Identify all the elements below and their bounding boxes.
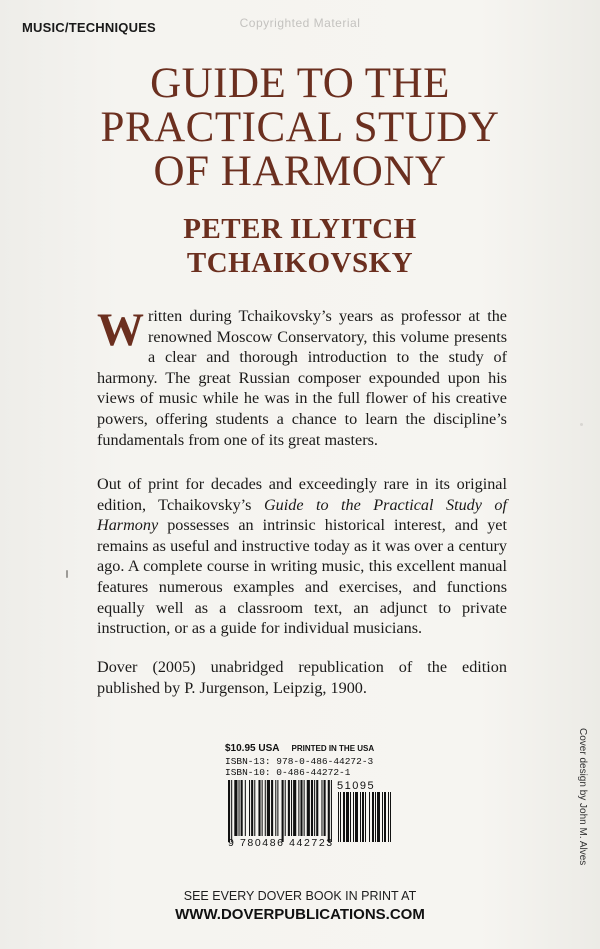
barcode-bar [285, 780, 286, 836]
barcode-bar [311, 780, 313, 836]
book-title [0, 62, 600, 194]
barcode-addon-digits: 51095 [337, 780, 376, 792]
description-paragraph-1 [97, 306, 507, 450]
barcode-bar [267, 780, 270, 836]
barcode-bar [241, 780, 243, 836]
barcode-bar [258, 780, 260, 836]
title-line-1: GUIDE TO THE [150, 60, 450, 107]
barcode-bar [293, 780, 296, 836]
barcode-addon-bar [377, 792, 380, 842]
barcode-bar [275, 780, 276, 836]
author-name [0, 212, 600, 280]
title-line-3: OF HARMONY [153, 148, 447, 195]
barcode-bar [277, 780, 278, 836]
barcode-bar [228, 780, 230, 842]
barcode-addon-bar [340, 792, 341, 842]
barcode-addon-bar [346, 792, 349, 842]
barcode-addon-bar [343, 792, 345, 842]
barcode-digits: 9 780486 442723 [228, 837, 334, 849]
barcode-bar [291, 780, 292, 836]
paper-mark [66, 570, 68, 578]
footer-website: WWW.DOVERPUBLICATIONS.COM [175, 906, 425, 923]
barcode-addon-bar [388, 792, 389, 842]
barcode-bar [331, 780, 332, 842]
description-paragraph-2 [97, 474, 507, 639]
barcode-bar [239, 780, 240, 836]
barcode-bar [316, 780, 318, 836]
price: $10.95 USA [225, 743, 280, 754]
barcode-addon-bar [353, 792, 354, 842]
barcode-bar [265, 780, 266, 836]
publication-note: Dover (2005) unabridged republication of the edition published by P. Jurgenson, Leipzig, 1900. [97, 658, 507, 697]
barcode-bar [251, 780, 253, 836]
footer-line-1: SEE EVERY DOVER BOOK IN PRINT AT [183, 889, 417, 903]
printed-in-label: PRINTED IN THE USA [291, 744, 375, 753]
barcode-bar [249, 780, 250, 836]
isbn-10: ISBN-10: 0-486-44272-1 [225, 767, 351, 778]
book-title-italic: Guide to the Practical Study of Harmony [97, 495, 507, 535]
barcode-bar [298, 780, 299, 836]
barcode-bar [328, 780, 330, 842]
paper-speck [580, 423, 583, 426]
barcode-addon-bar [362, 792, 364, 842]
barcode-bar [300, 780, 302, 836]
barcode-bar [324, 780, 326, 836]
barcode-addon-bar [360, 792, 361, 842]
barcode-addon-bar [365, 792, 366, 842]
drop-cap: W [97, 304, 144, 356]
paragraph-1-text: ritten during Tchaikovsky’s years as professor at the renowned Moscow Conservatory, this volume presents a clear and thorough introduction to the study of harmony. The great Russian composer expounded upon his views of music while he was in the full flower of his creative powers, offering students a chance to learn the discipline’s fundamentals from one of its great masters. [97, 307, 507, 449]
barcode-addon-bar [338, 792, 339, 842]
barcode-bar [234, 780, 237, 836]
category-label: MUSIC/TECHNIQUES [22, 20, 156, 35]
author-line-2: TCHAIKOVSKY [186, 247, 414, 279]
barcode-addon-bar [375, 792, 376, 842]
barcode-bar [304, 780, 305, 836]
barcode-addon-bar [350, 792, 351, 842]
paragraph-2-text-a: Out of print for decades and exceedingly rare in its original edition, Tchaikovsky’s [97, 475, 507, 514]
watermark: Copyrighted Material [239, 16, 361, 30]
price-row [225, 738, 400, 756]
barcode-bar [271, 780, 273, 836]
barcode-addon-bar [369, 792, 370, 842]
barcode-bar [282, 780, 284, 842]
barcode-addon-bar [384, 792, 386, 842]
barcode-bar [307, 780, 310, 836]
barcode-bar [262, 780, 263, 836]
barcode-bar [314, 780, 315, 836]
author-line-1: PETER ILYITCH [183, 213, 417, 245]
barcode-bar [245, 780, 246, 836]
barcode-addon-bar [390, 792, 391, 842]
barcode-bar [254, 780, 255, 836]
barcode-addon-bar [372, 792, 374, 842]
isbn-13: ISBN-13: 978-0-486-44272-3 [225, 756, 374, 767]
barcode-addon-bar [355, 792, 358, 842]
title-line-2: PRACTICAL STUDY [100, 104, 500, 151]
barcode-bar [231, 780, 232, 842]
barcode-bar [288, 780, 290, 836]
cover-credit: Cover design by John M. Alves [577, 728, 588, 866]
barcode-bar [321, 780, 322, 836]
paragraph-2-text-b: possesses an intrinsic historical interest, and yet remains as useful and instructive today as it was over a century ago. A complete course in writing music, this excellent manual features numerous examples and exercises, and functions equally well as a classroom text, an adjunct to private instruction, or as a guide for individual musicians. [97, 516, 507, 638]
barcode-addon-bar [382, 792, 383, 842]
